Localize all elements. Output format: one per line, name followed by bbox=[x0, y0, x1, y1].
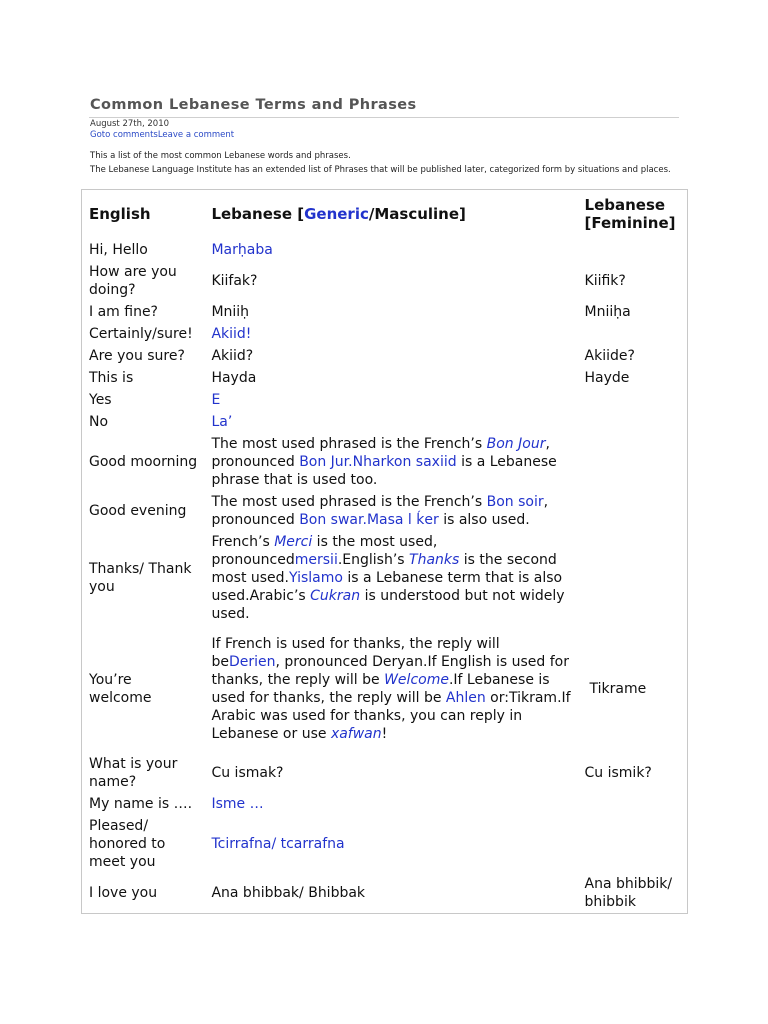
text-span: is understood but not widely used. bbox=[211, 588, 565, 622]
link-merci[interactable]: Merci bbox=[274, 534, 313, 550]
cell-lebanese: Ana bhibbak/ Bhibbak bbox=[211, 885, 366, 901]
text-span: , pronounced Deryan.If English is used for thanks, the reply will be bbox=[211, 654, 569, 688]
text-span: The most used phrased is the French’s bbox=[211, 436, 487, 452]
cell-english: How are you doing? bbox=[89, 264, 177, 298]
table-row bbox=[82, 531, 688, 625]
link-thanks[interactable]: Thanks bbox=[409, 552, 460, 568]
table-row bbox=[82, 411, 688, 433]
table-row bbox=[82, 433, 688, 491]
cell-english: You’re welcome bbox=[89, 672, 152, 706]
table-row bbox=[82, 625, 688, 753]
text-span: is also used. bbox=[438, 512, 530, 528]
text-span: , pronounced bbox=[211, 436, 550, 470]
leave-comment-link[interactable]: Leave a comment bbox=[157, 130, 235, 140]
cell-english: Are you sure? bbox=[89, 348, 185, 364]
table-row bbox=[82, 238, 688, 261]
intro-line-2: The Lebanese Language Institute has an extended list of Phrases that will be published later, categorized form by situations and places. bbox=[90, 165, 671, 175]
cell-lebanese[interactable]: E bbox=[211, 392, 221, 408]
text-span: is a Lebanese term that is also used.Arabic’s bbox=[211, 570, 563, 604]
cell-lebanese bbox=[204, 531, 577, 625]
cell-feminine: Mniiḥa bbox=[584, 304, 631, 320]
link-bon-jour[interactable]: Bon Jour bbox=[486, 436, 546, 452]
cell-feminine bbox=[578, 815, 688, 873]
cell-feminine: Akiide? bbox=[584, 348, 635, 364]
cell-english: Pleased/ honored to meet you bbox=[89, 818, 166, 870]
link-nharkon-saxiid[interactable]: Nharkon saxiid bbox=[352, 454, 457, 470]
text-span: If French is used for thanks, the reply will be bbox=[211, 636, 500, 670]
cell-lebanese: Cu ismak? bbox=[211, 765, 284, 781]
table-row bbox=[82, 367, 688, 389]
cell-feminine bbox=[578, 793, 688, 815]
cell-feminine: Ana bhibbik/ bhibbik bbox=[584, 876, 673, 910]
cell-english: Good evening bbox=[89, 503, 187, 519]
cell-english: Yes bbox=[89, 392, 112, 408]
link-bon-soir[interactable]: Bon soir bbox=[486, 494, 544, 510]
header-lebanese-pre: Lebanese [ bbox=[211, 205, 305, 223]
text-span: or:Tikram.If Arabic was used for thanks, you can reply in Lebanese or use bbox=[211, 690, 571, 742]
header-lebanese-post: /Masculine] bbox=[368, 205, 466, 223]
cell-english: What is your name? bbox=[89, 756, 178, 790]
post-date: August 27th, 2010 bbox=[90, 119, 170, 129]
cell-english: I am fine? bbox=[89, 304, 158, 320]
cell-english: I love you bbox=[89, 885, 158, 901]
cell-english: My name is …. bbox=[89, 796, 193, 812]
cell-english: This is bbox=[89, 370, 134, 386]
cell-feminine bbox=[578, 531, 688, 625]
cell-english: Certainly/sure! bbox=[89, 326, 193, 342]
cell-english: Good moorning bbox=[89, 454, 198, 470]
goto-comments-link[interactable]: Goto comments bbox=[90, 130, 158, 140]
table-row bbox=[82, 323, 688, 345]
cell-feminine bbox=[578, 323, 688, 345]
text-span: ! bbox=[381, 726, 388, 742]
table-header-row bbox=[82, 190, 688, 239]
cell-feminine bbox=[578, 389, 688, 411]
table-row bbox=[82, 261, 688, 301]
header-generic-link[interactable]: Generic bbox=[304, 205, 369, 223]
intro-line-1: This a list of the most common Lebanese words and phrases. bbox=[90, 151, 351, 161]
link-ahlen[interactable]: Ahlen bbox=[445, 690, 486, 706]
cell-lebanese bbox=[204, 491, 577, 531]
text-span: , pronounced bbox=[211, 494, 549, 528]
cell-lebanese: Mniiḥ bbox=[211, 304, 250, 320]
table-row bbox=[82, 389, 688, 411]
table-row bbox=[82, 753, 688, 793]
link-bon-swar[interactable]: Bon swar. bbox=[299, 512, 367, 528]
cell-english: Hi, Hello bbox=[89, 241, 148, 258]
comment-links bbox=[90, 130, 234, 140]
text-span: .English’s bbox=[337, 552, 410, 568]
link-masa-l-ker[interactable]: Masa l ḱer bbox=[366, 512, 439, 528]
intro-text bbox=[90, 149, 680, 177]
text-span: The most used phrased is the French’s bbox=[211, 494, 487, 510]
table-row bbox=[82, 815, 688, 873]
text-span: .If Lebanese is used for thanks, the reply will be bbox=[211, 672, 550, 706]
text-span: is a Lebanese phrase that is used too. bbox=[211, 454, 557, 488]
cell-feminine bbox=[578, 238, 688, 261]
cell-lebanese bbox=[204, 433, 577, 491]
cell-feminine bbox=[578, 433, 688, 491]
text-span: is the second most used. bbox=[211, 552, 557, 586]
cell-lebanese: Akiid? bbox=[211, 348, 254, 364]
link-yislamo[interactable]: Yislamo bbox=[289, 570, 343, 586]
cell-lebanese[interactable]: Marḥaba bbox=[211, 241, 273, 258]
cell-lebanese[interactable]: Akiid! bbox=[211, 326, 252, 342]
link-mersii[interactable]: mersii bbox=[294, 552, 338, 568]
table-row bbox=[82, 793, 688, 815]
table-row bbox=[82, 345, 688, 367]
cell-lebanese bbox=[204, 625, 577, 753]
link-xafwan[interactable]: xafwan bbox=[330, 726, 382, 742]
page-title: Common Lebanese Terms and Phrases bbox=[90, 97, 417, 113]
cell-feminine: Hayde bbox=[584, 370, 630, 386]
cell-lebanese[interactable]: Isme … bbox=[211, 796, 264, 812]
phrases-table bbox=[81, 189, 688, 914]
cell-lebanese: Hayda bbox=[211, 370, 257, 386]
cell-feminine bbox=[578, 491, 688, 531]
table-row bbox=[82, 301, 688, 323]
header-english: English bbox=[89, 205, 151, 223]
cell-feminine: Cu ismik? bbox=[584, 765, 652, 781]
cell-english: No bbox=[89, 414, 109, 430]
cell-feminine: Tikrame bbox=[589, 681, 647, 697]
header-feminine: Lebanese [Feminine] bbox=[584, 196, 676, 232]
cell-feminine bbox=[578, 411, 688, 433]
link-derien[interactable]: Derien bbox=[228, 654, 276, 670]
link-cukran[interactable]: Cukran bbox=[310, 588, 361, 604]
link-welcome[interactable]: Welcome bbox=[384, 672, 449, 688]
title-divider bbox=[89, 117, 679, 118]
cell-english: Thanks/ Thank you bbox=[89, 561, 192, 595]
cell-feminine: Kiifik? bbox=[584, 273, 626, 289]
cell-lebanese[interactable]: Tcirrafna/ tcarrafna bbox=[211, 836, 345, 852]
cell-lebanese: Kiifak? bbox=[211, 273, 258, 289]
text-span: French’s bbox=[211, 534, 275, 550]
table-row bbox=[82, 491, 688, 531]
header-lebanese bbox=[204, 190, 577, 239]
cell-lebanese[interactable]: La’ bbox=[211, 414, 233, 430]
table-row bbox=[82, 873, 688, 914]
link-bon-jur[interactable]: Bon Jur. bbox=[299, 454, 353, 470]
text-span: is the most used, pronounced bbox=[211, 534, 438, 568]
